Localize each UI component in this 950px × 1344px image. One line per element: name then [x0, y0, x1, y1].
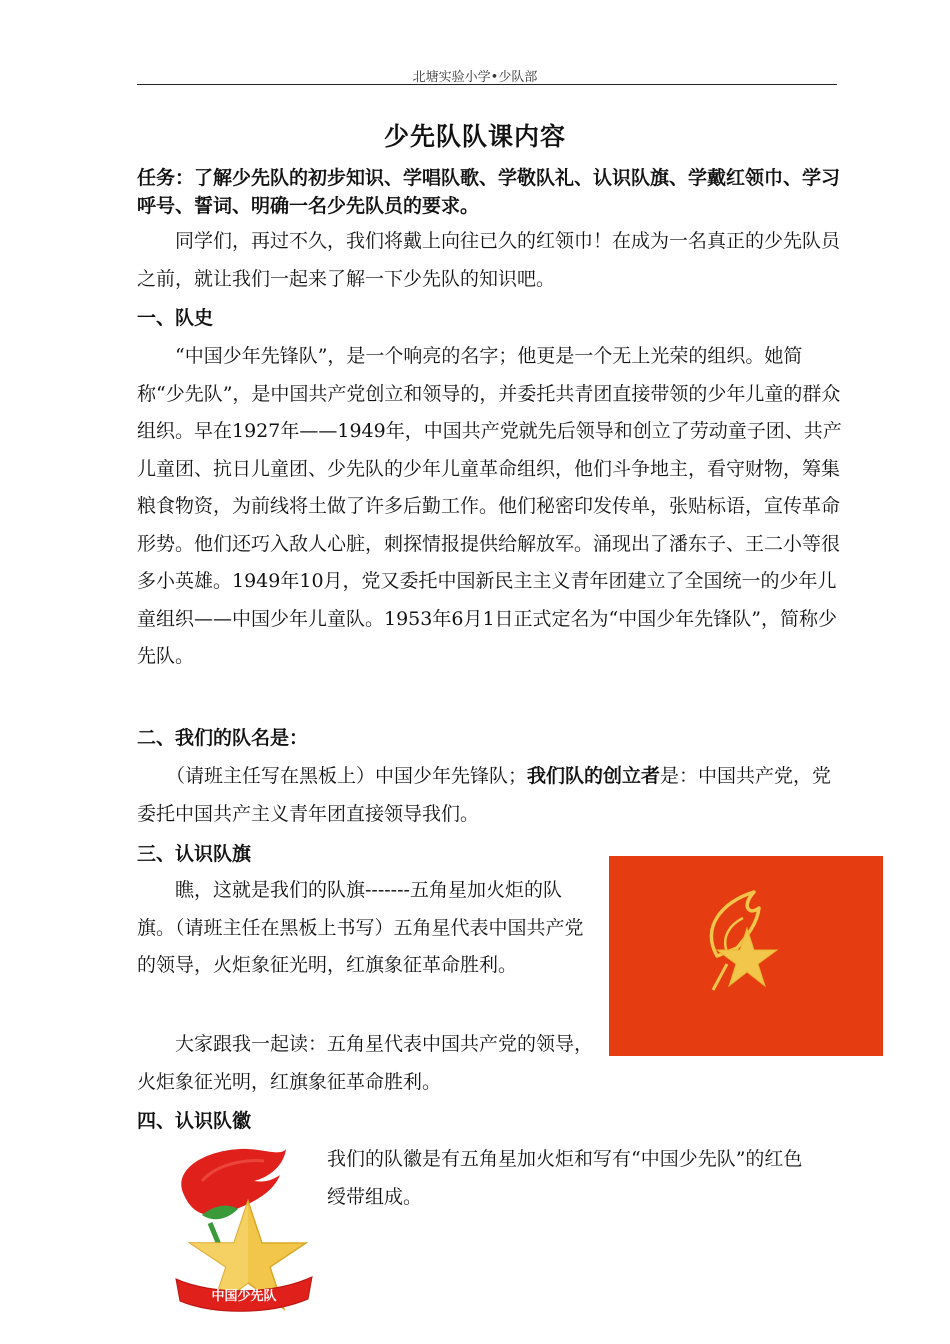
section-1-heading: 一、队史: [137, 307, 214, 329]
intro-paragraph: 同学们，再过不久，我们将戴上向往已久的红领巾！在成为一名真正的少先队员之前，就让我们一起来了解一下少先队的知识吧。: [137, 230, 841, 290]
section-2-founder-label: 我们队的创立者: [527, 765, 661, 787]
section-2-body: [137, 758, 843, 833]
header-divider: [137, 84, 837, 85]
section-4-body: 我们的队徽是有五角星加火炬和写有“中国少先队”的红色绶带组成。: [327, 1148, 803, 1208]
section-3-heading: 三、认识队旗: [137, 843, 252, 865]
section-1-body: “中国少年先锋队”，是一个响亮的名字；他更是一个无上光荣的组织。她简称“少先队”，是中国共产党创立和领导的，并委托共青团直接带领的少年儿童的群众组织。早在1927年——1949年，中国共产党就先后领导和创立了劳动童子团、共产儿童团、抗日儿童团、少先队的少年儿童革命组织，他们斗争地主，看守财物，筹集粮食物资，为前线将土做了许多后勤工作。他们秘密印发传单，张贴标语，宣传革命形势。他们还巧入敌人心脏，刺探情报提供给解放军。涌现出了潘东子、王二小等很多小英雄。1949年10月，党又委托中国新民主主义青年团建立了全国统一的少年儿童组织——中国少年儿童队。1953年6月1日正式定名为“中国少年先锋队”，简称少先队。: [137, 345, 842, 667]
badge-flame: [181, 1149, 286, 1215]
section-2-part1: （请班主任写在黑板上）中国少年先锋队；: [166, 765, 528, 787]
pioneer-flag-image: [609, 856, 883, 1056]
section-3-body: 瞧，这就是我们的队旗-------五角星加火炬的队旗。（请班主任在黑板上书写）五角星代表中国共产党的领导，火炬象征光明，红旗象征革命胜利。: [137, 879, 584, 976]
badge-ribbon-text: 中国少先队: [211, 1289, 277, 1304]
page-title: 少先队队课内容: [383, 122, 566, 151]
section-4-heading: 四、认识队徽: [137, 1110, 252, 1132]
section-2-part3: 是：中国共产党，党委托中国共产主义青年团直接领导我们。: [137, 765, 832, 825]
pioneer-badge-image: [162, 1143, 322, 1318]
pioneer-badge-icon: [162, 1143, 322, 1318]
flag-emblem-icon: [609, 856, 883, 1056]
task-statement: 任务：了解少先队的初步知识、学唱队歌、学敬队礼、认识队旗、学戴红领巾、学习呼号、誓词、明确一名少先队员的要求。: [137, 167, 841, 217]
header-text: 北塘实验小学•少队部: [412, 70, 538, 85]
section-2-heading: 二、我们的队名是：: [137, 727, 309, 749]
section-3-read-along: 大家跟我一起读：五角星代表中国共产党的领导，火炬象征光明，红旗象征革命胜利。: [137, 1033, 594, 1093]
